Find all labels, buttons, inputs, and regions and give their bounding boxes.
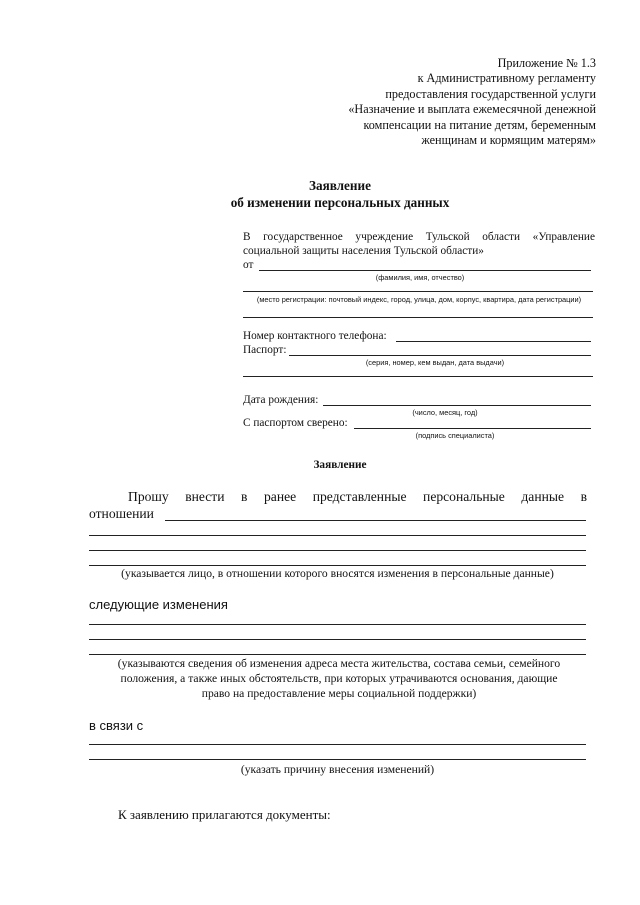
verified-label: С паспортом сверено: xyxy=(243,417,348,429)
recipient-line2: социальной защиты населения Тульской области» xyxy=(243,245,484,257)
appendix-line: Приложение № 1.3 xyxy=(497,56,596,70)
changes-hint-line3: право на предоставление меры социальной поддержки) xyxy=(201,687,477,700)
fio-line[interactable] xyxy=(259,270,591,271)
reason-line-2[interactable] xyxy=(89,759,586,760)
reason-line[interactable] xyxy=(89,744,586,745)
attachments-label: К заявлению прилагаются документы: xyxy=(118,807,331,822)
person-line-3[interactable] xyxy=(89,550,586,551)
request-line2: отношении xyxy=(89,506,154,521)
appendix-line: женщинам и кормящим матерям» xyxy=(421,133,596,148)
passport-label: Паспорт: xyxy=(243,344,287,356)
person-line[interactable] xyxy=(165,520,586,521)
appendix-line: предоставления государственной услуги xyxy=(385,86,596,101)
changes-line-2[interactable] xyxy=(89,639,586,640)
reason-hint: (указать причину внесения изменений) xyxy=(240,763,435,776)
phone-line[interactable] xyxy=(396,341,591,342)
birth-line[interactable] xyxy=(323,405,591,406)
person-hint: (указывается лицо, в отношении которого вносятся изменения в персональные данные) xyxy=(121,567,554,580)
person-line-2[interactable] xyxy=(89,535,586,536)
address-hint: (место регистрации: почтовый индекс, город, улица, дом, корпус, квартира, дата регистрации) xyxy=(256,295,582,304)
phone-label: Номер контактного телефона: xyxy=(243,330,387,342)
changes-line-3[interactable] xyxy=(89,654,586,655)
from-label: от xyxy=(243,259,254,271)
appendix-line: к Административному регламенту xyxy=(417,71,596,86)
verified-hint: (подпись специалиста) xyxy=(415,431,495,440)
request-line1: Прошу внести в ранее представленные персональные данные в xyxy=(128,489,587,504)
passport-line[interactable] xyxy=(289,355,591,356)
reason-label: в связи с xyxy=(89,718,144,733)
appendix-line: компенсации на питание детям, беременным xyxy=(363,117,596,132)
passport-hint: (серия, номер, кем выдан, дата выдачи) xyxy=(365,358,505,367)
passport-line-2[interactable] xyxy=(243,376,593,377)
document-title: Заявление xyxy=(309,178,371,193)
address-line[interactable] xyxy=(243,291,593,292)
changes-label: следующие изменения xyxy=(89,597,228,612)
changes-hint-line1: (указываются сведения об изменения адреса места жительства, состава семьи, семейного xyxy=(117,657,561,670)
address-line-2[interactable] xyxy=(243,317,593,318)
changes-hint-line2: положения, а также иных обстоятельств, при которых утрачиваются основания, дающие xyxy=(120,672,558,685)
document-subtitle: об изменении персональных данных xyxy=(230,195,450,210)
birth-label: Дата рождения: xyxy=(243,394,319,406)
appendix-line: «Назначение и выплата ежемесячной денежной xyxy=(348,102,596,117)
changes-line[interactable] xyxy=(89,624,586,625)
birth-hint: (число, месяц, год) xyxy=(412,408,478,417)
appendix-block xyxy=(296,56,596,148)
recipient-line1: В государственное учреждение Тульской области «Управление xyxy=(243,231,595,243)
fio-hint: (фамилия, имя, отчество) xyxy=(375,273,465,282)
verified-line[interactable] xyxy=(354,428,591,429)
statement-heading: Заявление xyxy=(313,459,367,471)
